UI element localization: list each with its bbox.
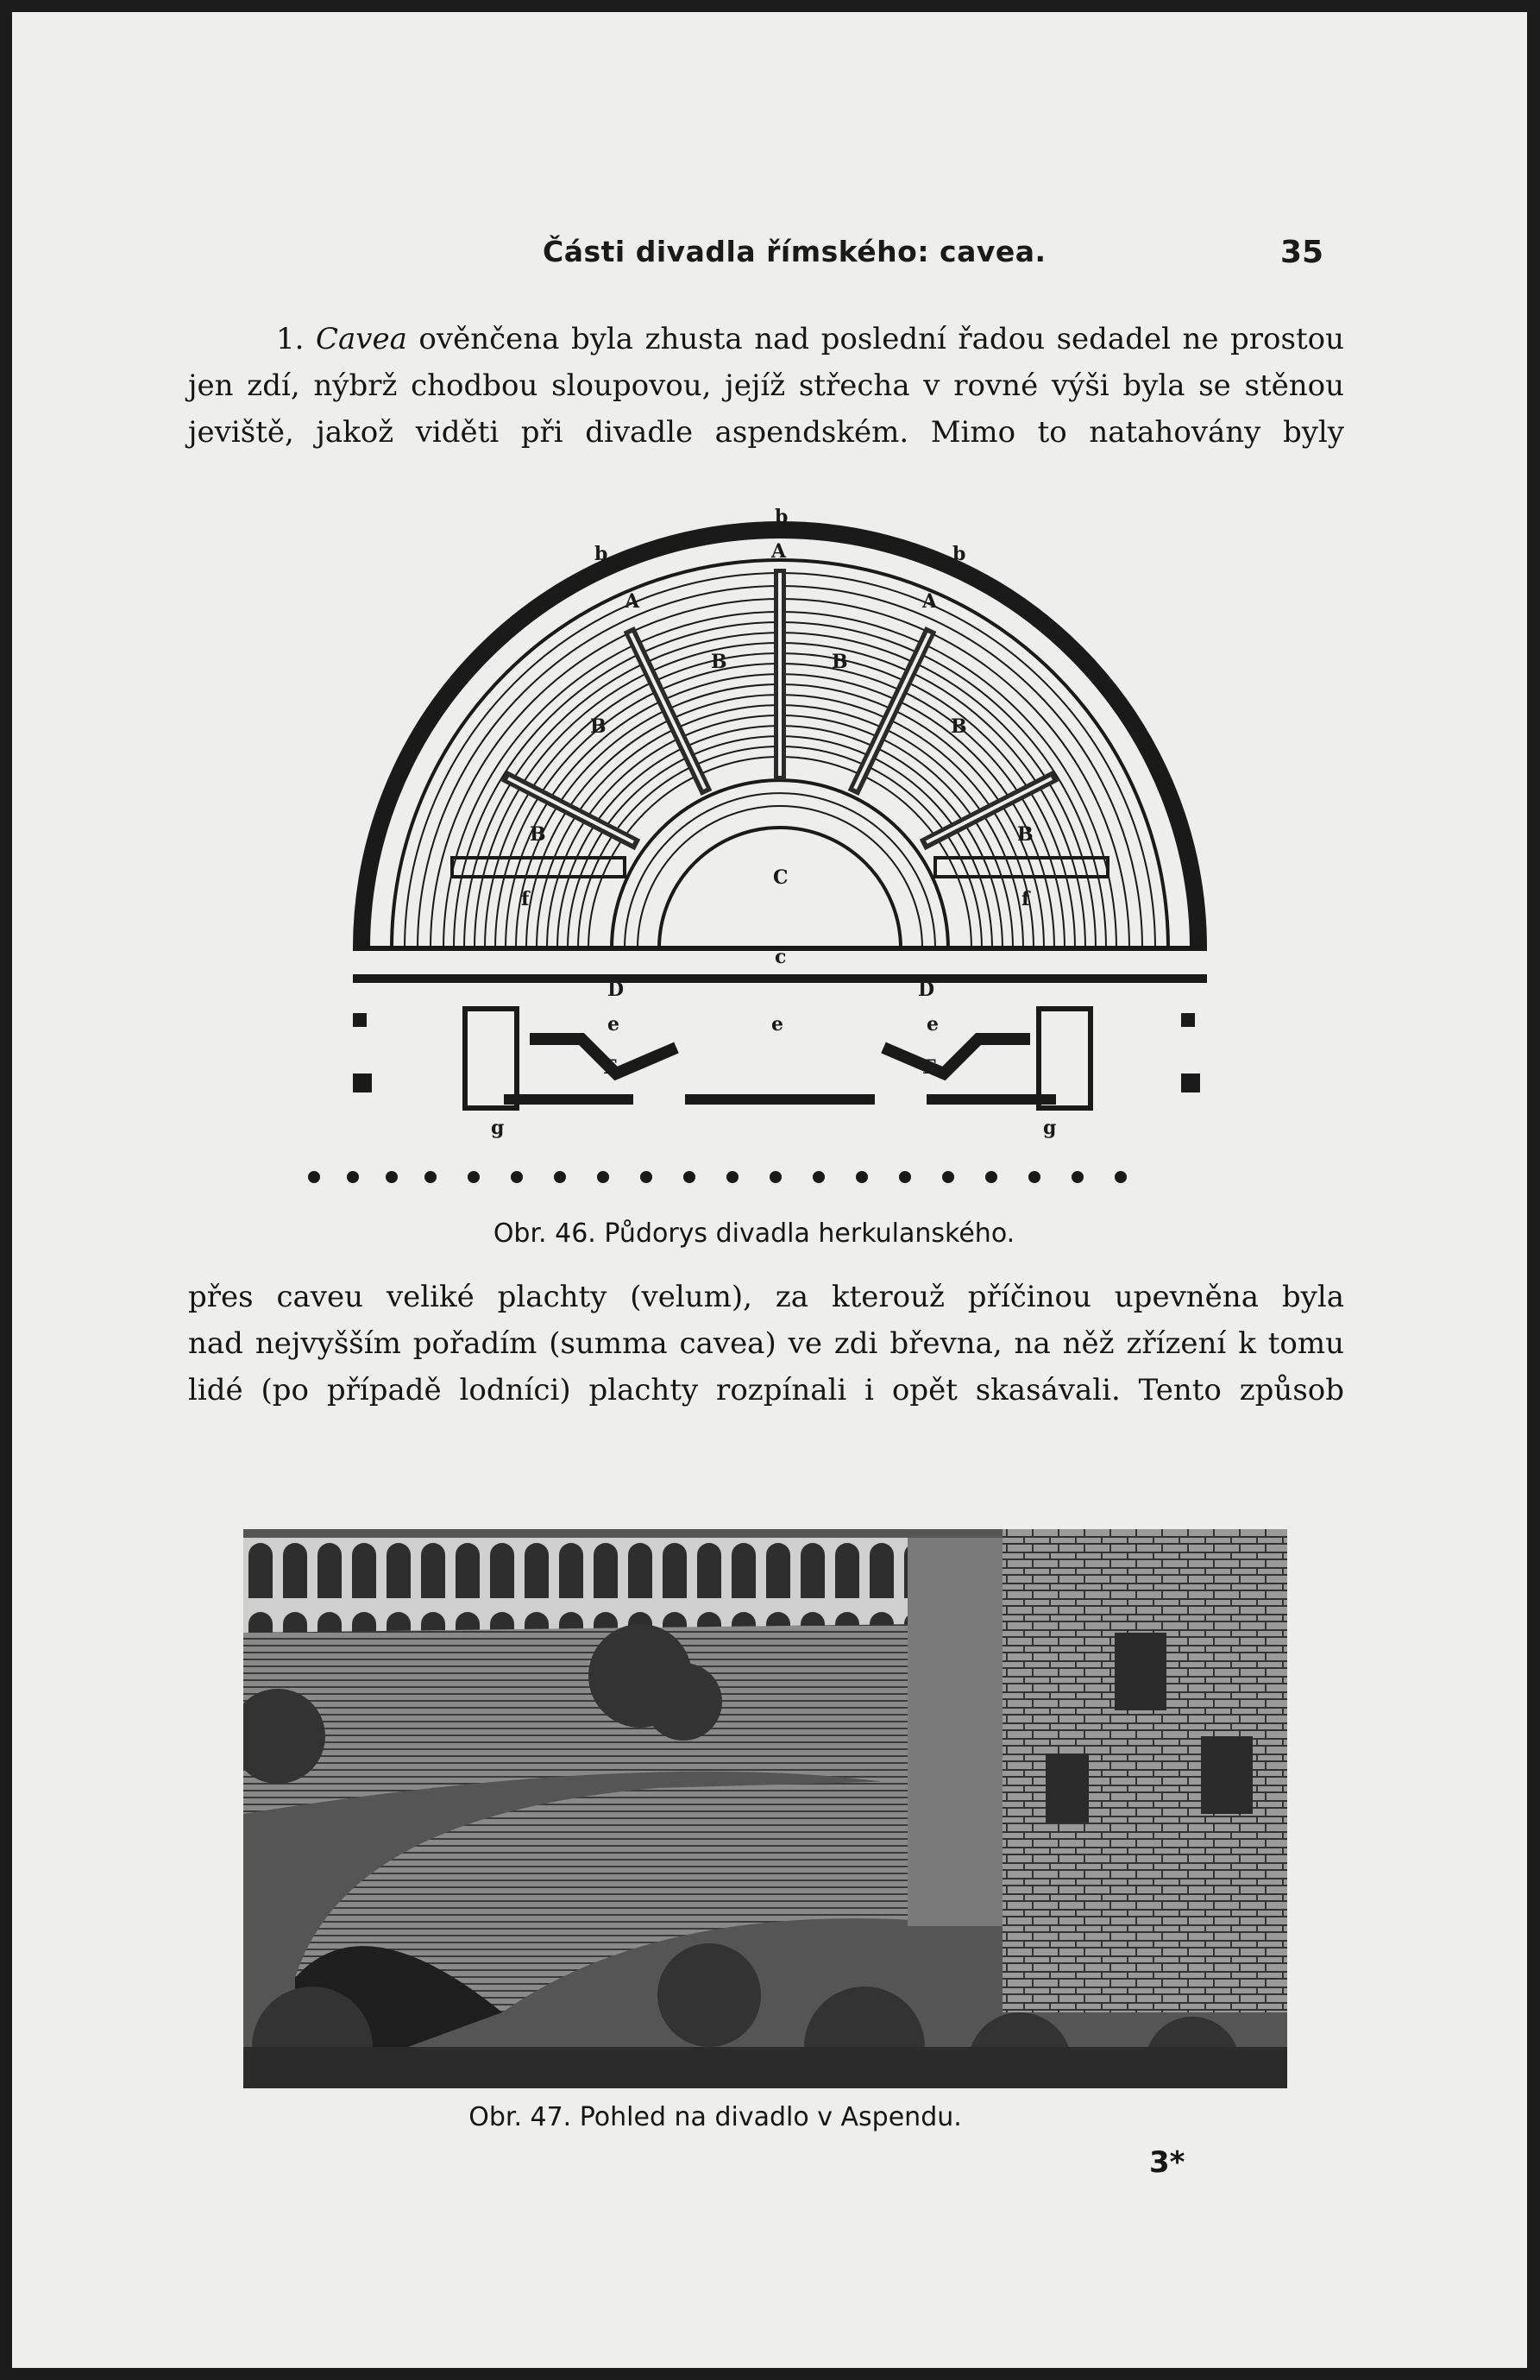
paragraph-1-line-1-rest: ověnčena byla zhusta nad poslední řadou sedadel ne prostou xyxy=(418,322,1344,356)
label-B: B xyxy=(590,715,607,738)
label-A: A xyxy=(922,590,938,613)
label-C: C xyxy=(773,866,789,889)
paragraph-2-line-2: nad nejvyšším pořadím (summa cavea) ve zdi břevna, na něž zřízení k tomu xyxy=(188,1326,1344,1361)
label-b-top: b xyxy=(775,506,789,528)
label-f: f xyxy=(1021,888,1030,910)
signature-mark: 3* xyxy=(1149,2145,1185,2180)
label-b: b xyxy=(594,543,608,565)
paragraph-2-line-1: přes caveu veliké plachty (velum), za kterouž příčinou upevněna byla xyxy=(188,1280,1344,1314)
label-A: A xyxy=(771,540,787,563)
label-e: e xyxy=(771,1013,783,1036)
paragraph-2 xyxy=(188,1274,1344,1414)
lead-word: Cavea xyxy=(315,322,407,356)
paragraph-1-line-1 xyxy=(188,316,1344,362)
aspendos-theatre-engraving xyxy=(243,1529,1287,2088)
label-e: e xyxy=(607,1013,619,1036)
paragraph-number: 1. xyxy=(276,322,305,356)
label-g: g xyxy=(1043,1117,1057,1139)
running-head xyxy=(12,235,1527,278)
book-page xyxy=(12,12,1527,2368)
label-D: D xyxy=(918,979,935,1001)
label-B: B xyxy=(530,823,546,846)
label-B: B xyxy=(1017,823,1034,846)
label-b: b xyxy=(952,543,966,565)
label-D: D xyxy=(607,979,625,1001)
stage-block-left xyxy=(465,1009,517,1108)
figure-47-caption: Obr. 47. Pohled na divadlo v Aspendu. xyxy=(468,2102,962,2132)
paragraph-2-line-3: lidé (po případě lodníci) plachty rozpínali i opět skasávali. Tento způsob xyxy=(188,1373,1344,1407)
paragraph-1-line-3: jeviště, jakož viděti při divadle aspendském. Mimo to natahovány byly xyxy=(188,415,1344,450)
label-g: g xyxy=(491,1117,505,1139)
page-number: 35 xyxy=(1280,235,1324,270)
label-A: A xyxy=(625,590,640,613)
paragraph-1-line-2: jen zdí, nýbrž chodbou sloupovou, jejíž střecha v rovné výši byla se stěnou xyxy=(188,368,1344,403)
label-e: e xyxy=(927,1013,939,1036)
running-head-title: Části divadla římského: cavea. xyxy=(543,235,1047,268)
theatre-plan-figure xyxy=(271,478,1289,1203)
upper-gallery xyxy=(243,1538,916,1633)
stage-block-right xyxy=(1039,1009,1091,1108)
figure-46-caption: Obr. 46. Půdorys divadla herkulanského. xyxy=(493,1218,1015,1249)
label-E: E xyxy=(922,1056,937,1079)
label-c: c xyxy=(775,946,787,968)
label-B: B xyxy=(832,651,848,673)
label-E: E xyxy=(603,1056,618,1079)
label-B: B xyxy=(711,651,727,673)
label-B: B xyxy=(951,715,967,738)
paragraph-1 xyxy=(188,316,1344,456)
label-f: f xyxy=(521,888,530,910)
